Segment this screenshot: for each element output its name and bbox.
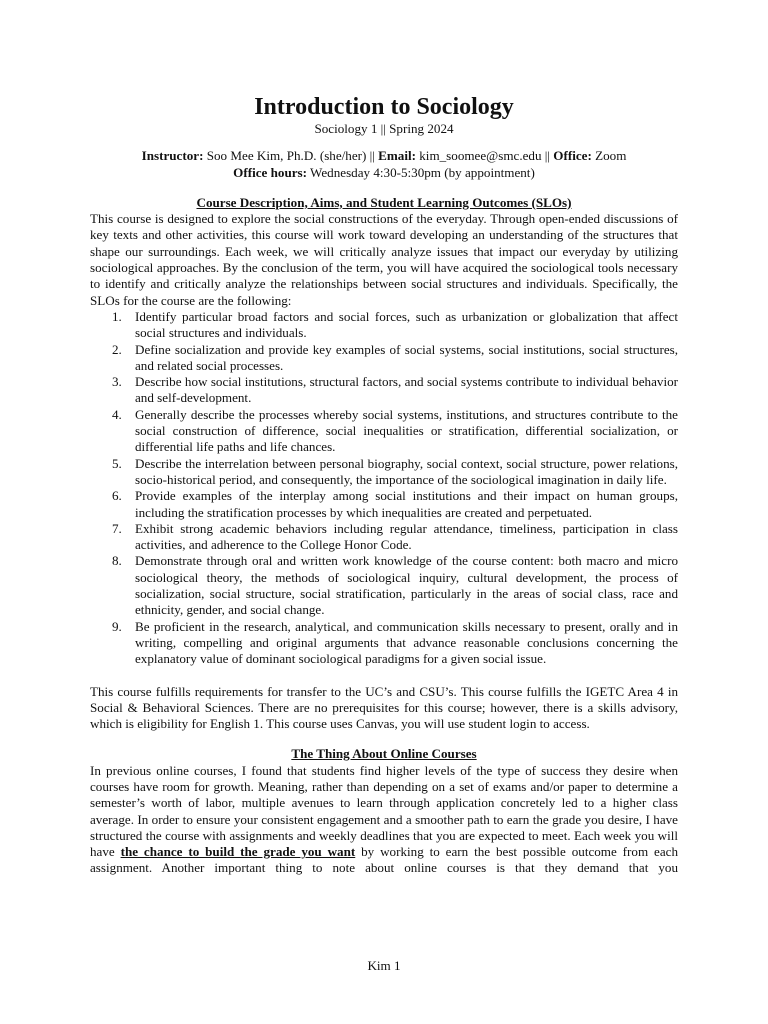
course-subtitle: Sociology 1 || Spring 2024 — [314, 121, 454, 136]
slo-text: Be proficient in the research, analytical, and communication skills necessary to present, orally and in writing, compelling and original arguments that advance reasonable conclusions concerning the explanatory value of dominant sociological paradigms for a given social issue. — [135, 618, 678, 667]
slo-item — [112, 374, 678, 407]
online-courses-paragraph — [90, 763, 678, 877]
slo-item — [112, 488, 678, 521]
instructor-label: Instructor: — [141, 148, 204, 164]
slo-number: 9. — [112, 618, 122, 634]
office-hours-value: Wednesday 4:30-5:30pm (by appointment) — [307, 164, 535, 180]
slo-number: 5. — [112, 455, 122, 471]
online-courses-heading: The Thing About Online Courses — [291, 746, 477, 762]
slo-number: 2. — [112, 341, 122, 357]
slo-number: 3. — [112, 374, 122, 390]
course-description-intro: This course is designed to explore the social constructions of the everyday. Through open-ended discussions of key texts and other activities, this course will work toward developing an understanding of the structures that shape our surroundings. Each week, we will critically analyze issues that impact our everyday by utilizing sociological approaches. By the conclusion of the term, you will have acquired the sociological tools necessary to identify and critically analyze the relationships between social structures and individuals. Specifically, the SLOs for the course are the following: — [90, 211, 678, 308]
instructor-value: Soo Mee Kim, Ph.D. (she/her) || — [203, 148, 379, 164]
slo-item — [112, 553, 678, 618]
slo-item — [112, 455, 678, 489]
page-number: Kim 1 — [367, 958, 401, 973]
email-value: kim_soomee@smc.edu || — [415, 148, 554, 164]
slo-number: 1. — [112, 308, 122, 324]
slo-text: Generally describe the processes whereby social systems, institutions, and structures contribute to the social construction of difference, social inequalities or stratification, differential socialization, or differential life paths and life chances. — [135, 406, 678, 455]
slo-text: Exhibit strong academic behaviors including regular attendance, timeliness, participation in class activities, and adherence to the College Honor Code. — [135, 520, 678, 553]
online-emphasis: the chance to build the grade you want — [120, 844, 356, 860]
slo-number: 7. — [112, 520, 122, 536]
transfer-paragraph: This course fulfills requirements for transfer to the UC’s and CSU’s. This course fulfills the IGETC Area 4 in Social & Behavioral Sciences. There are no prerequisites for this course; however, there is a skills advisory, which is eligibility for English 1. This course uses Canvas, you will use student login to access. — [90, 683, 678, 732]
slo-item — [112, 520, 678, 554]
slo-item — [112, 341, 678, 375]
course-description-heading: Course Description, Aims, and Student Learning Outcomes (SLOs) — [196, 194, 572, 210]
instructor-line — [90, 148, 678, 164]
slo-text: Provide examples of the interplay among social institutions and their impact on human groups, including the stratification processes by which inequalities are created and perpetuated. — [135, 488, 678, 520]
spacer — [90, 668, 678, 684]
slo-text: Describe the interrelation between personal biography, social context, social structure, power relations, socio-historical period, and consequently, the importance of the sociological imagination in daily life. — [135, 455, 678, 487]
slo-item — [112, 406, 678, 456]
slo-text: Define socialization and provide key examples of social systems, social institutions, social structures, and related social processes. — [135, 341, 678, 373]
office-label: Office: — [553, 148, 592, 164]
office-value: Zoom — [591, 148, 627, 164]
page-content — [90, 93, 678, 877]
office-hours-label: Office hours: — [233, 164, 307, 180]
page-title: Introduction to Sociology — [254, 94, 514, 120]
office-hours-line — [90, 165, 678, 181]
slo-item — [112, 618, 678, 668]
online-text-before: In previous online courses, I found that students find higher levels of the type of success they desire when courses have room for growth. Meaning, rather than depending on a set of exams and/or paper to determine a semester’s worth of labor, multiple avenues to learn through application concretely led to a higher class average. In order to ensure your consistent engagement and a smoother path to earn the grade you desire, I have structured the course with assignments and weekly deadlines that you are expected to meet. Each week you will have — [90, 762, 678, 860]
slo-text: Demonstrate through oral and written work knowledge of the course content: both macro and micro sociological theory, the methods of sociological inquiry, cultural development, the process of socialization, social structure, social stratification, particularly in the areas of social class, race and ethnicity, gender, and social change. — [135, 553, 678, 618]
online-text-after: by working to earn the best possible outcome from each assignment. Another important thing to note about online courses is that they demand that you — [90, 844, 678, 876]
email-label: Email: — [378, 148, 416, 164]
slo-list — [90, 309, 678, 668]
slo-number: 8. — [112, 553, 122, 569]
slo-number: 6. — [112, 488, 122, 504]
slo-number: 4. — [112, 406, 122, 422]
slo-text: Identify particular broad factors and social forces, such as urbanization or globalization that affect social structures and individuals. — [135, 308, 678, 341]
slo-text: Describe how social institutions, structural factors, and social systems contribute to individual behavior and self-development. — [135, 374, 678, 406]
slo-item — [112, 308, 678, 342]
